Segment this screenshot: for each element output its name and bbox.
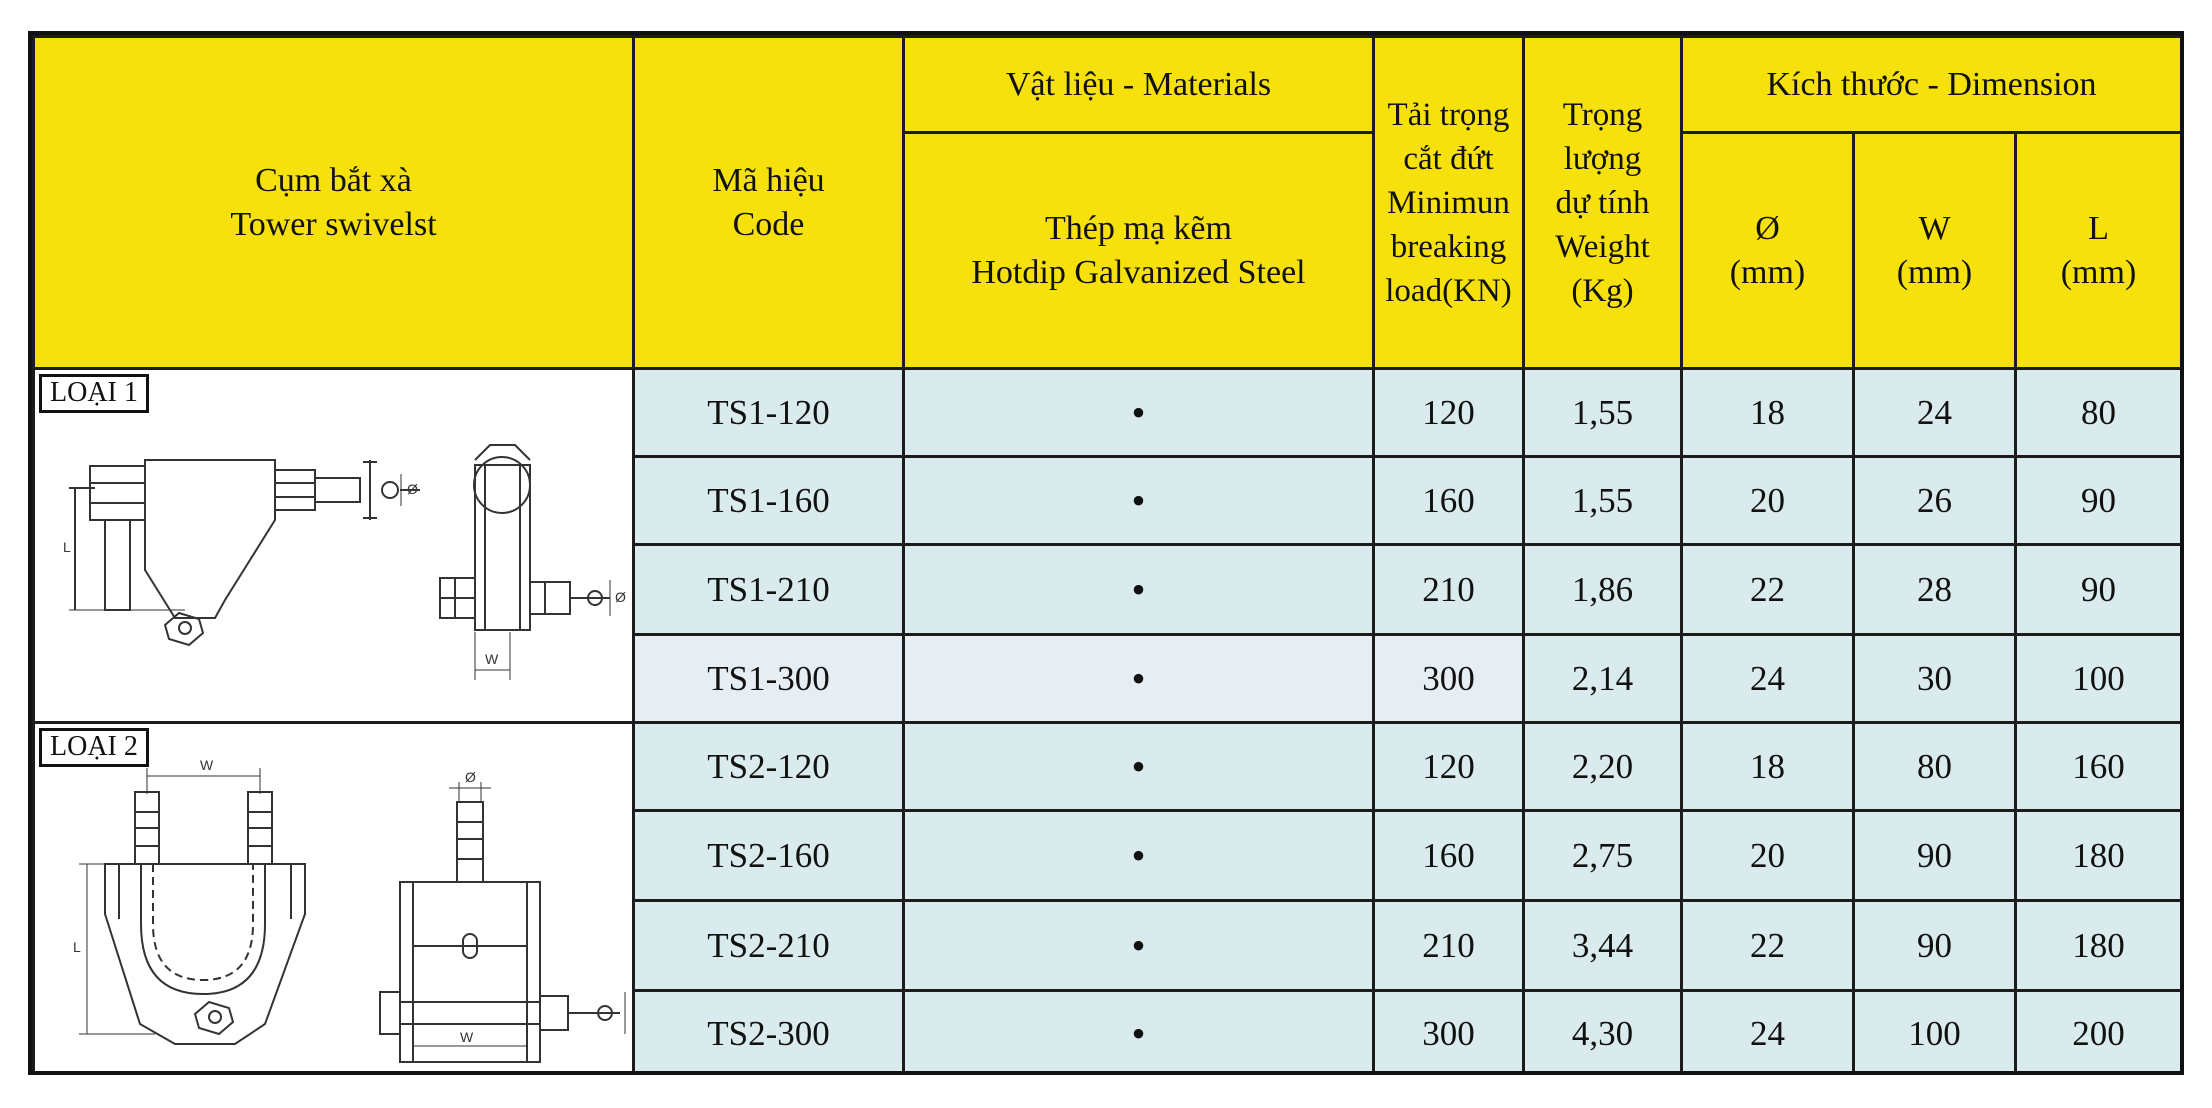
- table-cell-l: 90: [2016, 457, 2182, 545]
- table-cell-material: •: [904, 545, 1374, 635]
- breaking-load-line: Tải trọng: [1387, 96, 1510, 133]
- table-cell-weight: 3,44: [1524, 901, 1682, 991]
- table-cell-l: 180: [2016, 901, 2182, 991]
- diameter-header: [1682, 133, 1854, 369]
- type-2-top-w-dimension: W: [200, 757, 214, 773]
- table-cell-weight: 1,55: [1524, 369, 1682, 457]
- length-header: [2016, 133, 2182, 369]
- table-cell-w: 26: [1854, 457, 2016, 545]
- weight-line: lượng: [1563, 140, 1642, 177]
- code-label-en: Code: [732, 205, 805, 243]
- length-symbol: L: [2088, 209, 2109, 247]
- table-cell-w: 30: [1854, 635, 2016, 723]
- type-1-front-dia-dimension: Ø: [615, 589, 626, 605]
- type-2-l-dimension: L: [73, 939, 81, 955]
- table-cell-code: TS2-120: [634, 723, 904, 811]
- table-cell-load: 160: [1374, 811, 1524, 901]
- unit-label: (mm): [2060, 253, 2137, 291]
- unit-label: (mm): [1896, 253, 1973, 291]
- table-cell-l: 160: [2016, 723, 2182, 811]
- table-cell-code: TS2-160: [634, 811, 904, 901]
- spec-sheet: [28, 31, 2184, 1075]
- type-1-l-dimension: L: [63, 539, 71, 555]
- tower-swivel-type-2-drawing: [35, 724, 634, 1075]
- breaking-load-line: cắt đứt: [1403, 140, 1494, 177]
- product-name-vi: Cụm bắt xà: [255, 161, 412, 199]
- table-cell-load: 300: [1374, 635, 1524, 723]
- dimension-header: Kích thước - Dimension: [1682, 37, 2182, 133]
- weight-header: [1524, 37, 1682, 369]
- breaking-load-line: Minimun: [1387, 184, 1510, 221]
- table-cell-load: 210: [1374, 901, 1524, 991]
- table-cell-dia: 18: [1682, 369, 1854, 457]
- type-2-image-cell: [34, 723, 634, 1076]
- unit-label: (mm): [1729, 253, 1806, 291]
- table-cell-weight: 1,86: [1524, 545, 1682, 635]
- table-cell-material: •: [904, 635, 1374, 723]
- table-cell-weight: 2,75: [1524, 811, 1682, 901]
- type-1-dia-dimension: Ø: [407, 481, 418, 497]
- table-cell-material: •: [904, 991, 1374, 1076]
- width-header: [1854, 133, 2016, 369]
- spec-table: [32, 35, 2183, 1075]
- breaking-load-header: [1374, 37, 1524, 369]
- table-cell-dia: 24: [1682, 991, 1854, 1076]
- product-header: [34, 37, 634, 369]
- table-cell-load: 120: [1374, 369, 1524, 457]
- table-cell-w: 28: [1854, 545, 2016, 635]
- table-cell-l: 200: [2016, 991, 2182, 1076]
- materials-header: Vật liệu - Materials: [904, 37, 1374, 133]
- type-2-dia-dimension: Ø: [465, 769, 476, 785]
- breaking-load-line: load(KN): [1385, 272, 1512, 309]
- table-cell-w: 90: [1854, 901, 2016, 991]
- table-cell-l: 100: [2016, 635, 2182, 723]
- table-cell-weight: 2,20: [1524, 723, 1682, 811]
- table-cell-load: 210: [1374, 545, 1524, 635]
- table-cell-material: •: [904, 369, 1374, 457]
- table-cell-dia: 20: [1682, 811, 1854, 901]
- type-2-w-dimension: W: [460, 1029, 474, 1045]
- type-1-image-cell: [34, 369, 634, 723]
- table-cell-code: TS1-160: [634, 457, 904, 545]
- diameter-symbol: Ø: [1755, 209, 1780, 247]
- code-label-vi: Mã hiệu: [712, 161, 825, 199]
- type-1-w-dimension: W: [485, 651, 499, 667]
- type-2-label: LOẠI 2: [39, 728, 149, 767]
- table-cell-material: •: [904, 723, 1374, 811]
- table-cell-dia: 20: [1682, 457, 1854, 545]
- table-cell-dia: 24: [1682, 635, 1854, 723]
- table-cell-w: 24: [1854, 369, 2016, 457]
- breaking-load-line: breaking: [1390, 228, 1507, 265]
- table-cell-code: TS2-300: [634, 991, 904, 1076]
- material-type-header: [904, 133, 1374, 369]
- product-name-en: Tower swivelst: [230, 205, 437, 243]
- weight-line: Weight: [1555, 228, 1650, 265]
- table-cell-w: 90: [1854, 811, 2016, 901]
- table-cell-code: TS1-120: [634, 369, 904, 457]
- table-cell-dia: 22: [1682, 545, 1854, 635]
- table-cell-code: TS2-210: [634, 901, 904, 991]
- table-cell-l: 180: [2016, 811, 2182, 901]
- table-cell-material: •: [904, 811, 1374, 901]
- table-cell-load: 300: [1374, 991, 1524, 1076]
- tower-swivel-type-1-drawing: [35, 370, 634, 723]
- table-cell-material: •: [904, 901, 1374, 991]
- width-symbol: W: [1918, 209, 1951, 247]
- weight-line: dự tính: [1555, 184, 1650, 221]
- type-1-label: LOẠI 1: [39, 374, 149, 413]
- weight-line: Trọng: [1562, 96, 1643, 133]
- table-cell-load: 120: [1374, 723, 1524, 811]
- table-cell-l: 80: [2016, 369, 2182, 457]
- weight-line: (Kg): [1571, 272, 1634, 309]
- table-cell-code: TS1-300: [634, 635, 904, 723]
- table-cell-load: 160: [1374, 457, 1524, 545]
- material-name-vi: Thép mạ kẽm: [1045, 209, 1232, 247]
- material-name-en: Hotdip Galvanized Steel: [971, 253, 1306, 291]
- table-cell-weight: 2,14: [1524, 635, 1682, 723]
- table-cell-weight: 4,30: [1524, 991, 1682, 1076]
- table-cell-weight: 1,55: [1524, 457, 1682, 545]
- table-cell-l: 90: [2016, 545, 2182, 635]
- table-cell-dia: 22: [1682, 901, 1854, 991]
- table-cell-material: •: [904, 457, 1374, 545]
- table-cell-code: TS1-210: [634, 545, 904, 635]
- table-cell-w: 80: [1854, 723, 2016, 811]
- code-header: [634, 37, 904, 369]
- table-cell-w: 100: [1854, 991, 2016, 1076]
- table-cell-dia: 18: [1682, 723, 1854, 811]
